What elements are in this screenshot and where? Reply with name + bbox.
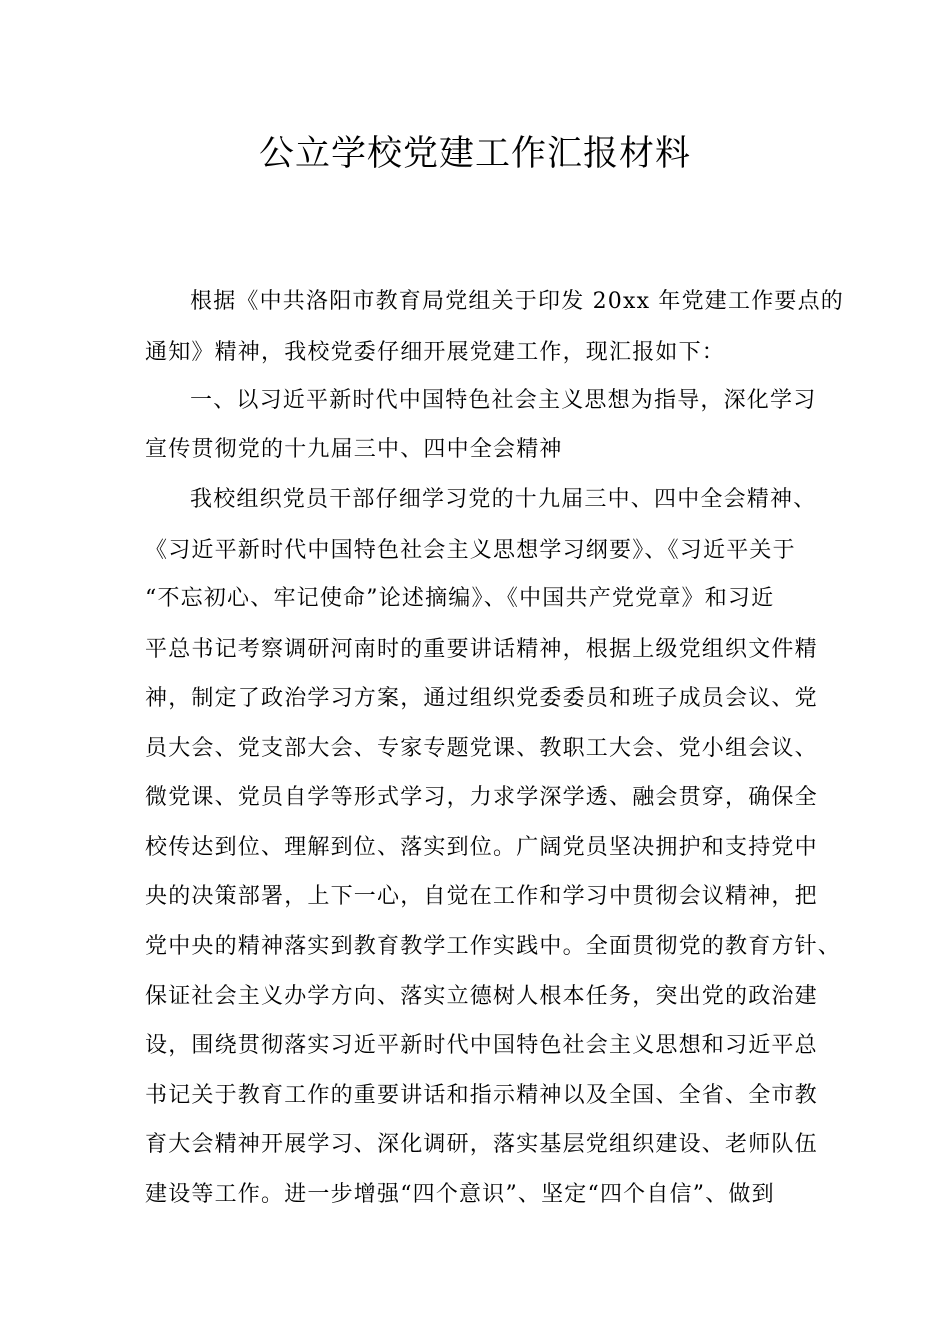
body-line-12: 校传达到位、理解到位、落实到位。广阔党员坚决拥护和支持党中 <box>145 835 818 860</box>
body-line-9: 神，制定了政治学习方案，通过组织党委委员和班子成员会议、党 <box>145 686 818 711</box>
body-line-13: 央的决策部署，上下一心，自觉在工作和学习中贯彻会议精神，把 <box>145 884 818 909</box>
body-line-10: 员大会、党支部大会、专家专题党课、教职工大会、党小组会议、 <box>145 736 818 761</box>
body-line-6: 《习近平新时代中国特色社会主义思想学习纲要》、《习近平关于 <box>145 538 796 563</box>
body-line-7: “不忘初心、牢记使命”论述摘编》、《中国共产党党章》和习近 <box>145 586 775 611</box>
section-heading-line-1: 一、以习近平新时代中国特色社会主义思想为指导，深化学习 <box>190 388 817 413</box>
body-line-11: 微党课、党员自学等形式学习，力求学深学透、融会贯穿，确保全 <box>145 785 818 810</box>
body-line-19: 建设等工作。进一步增强“四个意识”、坚定“四个自信”、做到 <box>145 1182 775 1207</box>
body-line-1: 根据《中共洛阳市教育局党组关于印发 20xx 年党建工作要点的 <box>190 289 844 314</box>
body-line-8: 平总书记考察调研河南时的重要讲话精神，根据上级党组织文件精 <box>145 637 818 662</box>
body-line-16: 设，围绕贯彻落实习近平新时代中国特色社会主义思想和习近平总 <box>145 1033 818 1058</box>
document-title: 公立学校党建工作汇报材料 <box>258 134 691 174</box>
body-line-15: 保证社会主义办学方向、落实立德树人根本任务，突出党的政治建 <box>145 984 818 1009</box>
body-line-17: 书记关于教育工作的重要讲话和指示精神以及全国、全省、全市教 <box>145 1083 818 1108</box>
body-line-18: 育大会精神开展学习、深化调研，落实基层党组织建设、老师队伍 <box>145 1132 818 1157</box>
body-line-5: 我校组织党员干部仔细学习党的十九届三中、四中全会精神、 <box>190 487 817 512</box>
section-heading-line-2: 宣传贯彻党的十九届三中、四中全会精神 <box>145 437 563 462</box>
body-line-14: 党中央的精神落实到教育教学工作实践中。全面贯彻党的教育方针、 <box>145 934 842 959</box>
body-line-2: 通知》精神，我校党委仔细开展党建工作，现汇报如下： <box>145 340 726 365</box>
